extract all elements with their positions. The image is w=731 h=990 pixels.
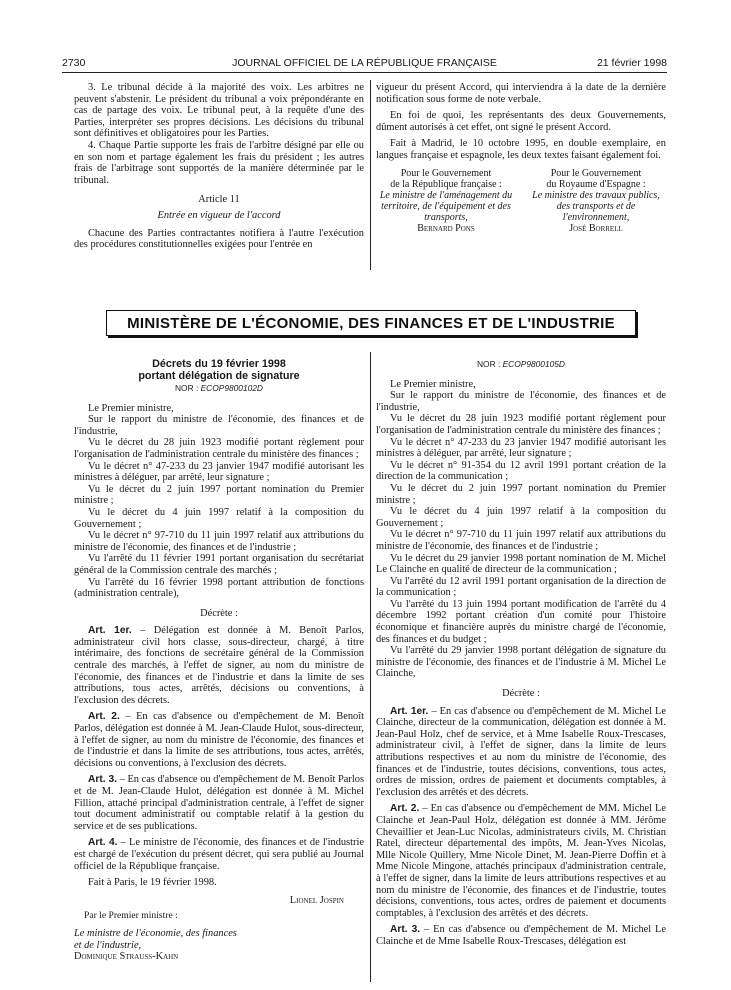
- signature-spain: [526, 168, 666, 234]
- nor-label: NOR :: [477, 359, 501, 369]
- article-label: Art. 4.: [88, 837, 118, 849]
- article-text: – En cas d'absence ou d'empêchement de M. Benoît Parlos, délégation est donnée à M. Jean-Claude Hulot, sous-directeur, à l'effet de signer, au nom du ministre de l'économie, des finances et de l'industrie et dans la limite de ses attributions, tous actes, arrêtés, décisions ou conventions, à l'exclusion des décrets.: [74, 711, 364, 769]
- visa: Vu l'arrêté du 29 janvier 1998 portant délégation de signature du ministre de l'économie, des finances et de l'industrie à M. Michel Le Clainche,: [376, 645, 666, 680]
- visa: Vu le décret n° 91-354 du 12 avril 1991 portant création de la direction de la communication ;: [376, 459, 666, 483]
- article-text: – En cas d'absence ou d'empêchement de M. Benoît Parlos et de M. Jean-Claude Hulot, délégation est donnée à M. Michel Fillion, attaché principal d'administration centrale, à l'effet de signer tout document administratif ou comptable relatif à la gestion du service et de ses publications.: [74, 774, 364, 832]
- ministry-banner: [106, 310, 636, 336]
- nor-reference: [376, 359, 666, 371]
- article-label: Art. 2.: [88, 711, 120, 723]
- visa: Vu le décret du 28 juin 1923 modifié portant règlement pour l'organisation de l'administration centrale du ministère des finances ;: [74, 437, 364, 460]
- paragraph: vigueur du présent Accord, qui interviendra à la date de la dernière notification sous forme de note verbale.: [376, 82, 666, 105]
- visa: Sur le rapport du ministre de l'économie, des finances et de l'industrie,: [74, 414, 364, 437]
- decrete-label: Décrète :: [200, 607, 238, 619]
- page-header: [62, 57, 667, 71]
- article: [376, 924, 666, 947]
- visa: Vu le décret du 2 juin 1997 portant nomination du Premier ministre ;: [74, 483, 364, 507]
- article: [74, 774, 364, 832]
- article-text: – Le ministre de l'économie, des finances et de l'industrie est chargé de l'exécution du présent décret, qui sera publié au Journal officiel de la République française.: [74, 837, 364, 872]
- paragraph: Fait à Madrid, le 10 octobre 1995, en double exemplaire, en langues française et espagnole, les deux textes faisant également foi.: [376, 138, 666, 161]
- visa: Vu l'arrêté du 16 février 1998 portant attribution de fonctions (administration centrale),: [74, 576, 364, 600]
- decree-title-line: Décrets du 19 février 1998: [152, 358, 286, 370]
- article-text: – En cas d'absence ou d'empêchement de M. Michel Le Clainche, directeur de la communication, délégation est donnée à M. Jean-Paul Holz, chef de service, et à Mme Isabelle Roux-Trescases, administrateur civil, à l'effet de signer, dans la limite de leurs attributions respectives et au nom du ministre de l'économie, des finances et de l'industrie, toutes décisions, conventions, tous actes, ordres de mission, ordres de paiement et documents comptables, à l'exclusion des arrêtés et des décrets.: [376, 705, 666, 798]
- article-heading: Article 11: [198, 194, 240, 206]
- sig-line: Pour le Gouvernement: [550, 167, 642, 179]
- sig-role: Le ministre de l'aménagement du territoire, de l'équipement et des transports,: [379, 189, 513, 223]
- visa: Vu le décret du 28 juin 1923 modifié portant règlement pour l'organisation de l'administration centrale du ministère des finances ;: [376, 413, 666, 436]
- page-number: 2730: [62, 57, 86, 69]
- visa: Vu l'arrêté du 13 juin 1994 portant modification de l'arrêté du 4 décembre 1992 portant création d'un comité pour l'histoire économique et financière auprès du ministre chargé de l'économie, des finances et du budget ;: [376, 598, 666, 645]
- sig-role: Le ministre des travaux publics, des transports et de l'environnement,: [532, 189, 660, 223]
- article: [376, 803, 666, 919]
- paragraph: 3. Le tribunal décide à la majorité des voix. Les arbitres ne peuvent s'abstenir. Le président du tribunal a voix prépondérante en cas de partage des voix. Le tribunal peut, à la requête d'une des Parties, interpréter ses propres décisions. Les décisions du tribunal sont définitives et obligatoires pour les Parties.: [74, 82, 364, 140]
- visa: Vu le décret du 2 juin 1997 portant nomination du Premier ministre ;: [376, 482, 666, 506]
- article: [74, 837, 364, 872]
- article-label: Art. 3.: [390, 924, 421, 936]
- nor-label: NOR :: [175, 383, 199, 393]
- article-text: – En cas d'absence ou d'empêchement de MM. Michel Le Clainche et Jean-Paul Holz, délégation est donnée à MM. Jérôme Chevaillier et Jean-Luc Nicolas, administrateurs civils, M. Christian Ratel, directeur départemental des impôts, M. Jean-Yves Nicolas, Mlle Nicole Quillery, Mme Nicole Dinet, M. Jean-Pierre Doffin et à Mme Nicole Mingone, attachés principaux d'administration centrale, à l'effet de signer, dans la limite de leurs attributions respectives et au nom du ministre de l'économie, des finances et de l'industrie, toutes décisions, conventions, tous actes, ordres de paiement et documents comptables, à l'exclusion des arrêtés et des décrets.: [376, 803, 666, 919]
- article-text: – Délégation est donnée à M. Benoît Parlos, administrateur civil hors classe, sous-directeur, chargé, à titre intérimaire, des fonctions de secrétaire général de la Commission centrale des marchés, à l'effet de signer, au nom du ministre de l'économie, des finances et de l'industrie et dans la limite de ses attributions, tous actes, arrêtés, décisions ou conventions, à l'exclusion des décrets.: [74, 625, 364, 706]
- journal-title: JOURNAL OFFICIEL DE LA RÉPUBLIQUE FRANÇAISE: [232, 57, 497, 69]
- sig-line: Pour le Gouvernement: [400, 167, 492, 179]
- article: [74, 625, 364, 706]
- visas: [74, 403, 364, 600]
- done-at: Fait à Paris, le 19 février 1998.: [88, 877, 217, 889]
- paragraph: En foi de quoi, les représentants des deux Gouvernements, dûment autorisés à cet effet, ont signé le présent Accord.: [376, 110, 666, 133]
- nor-reference: [74, 383, 364, 395]
- minister-name: Dominique Strauss-Kahn: [74, 951, 179, 963]
- visa: Vu l'arrêté du 12 avril 1991 portant organisation de la direction de la communication ;: [376, 575, 666, 599]
- visa: Vu l'arrêté du 11 février 1991 portant organisation du secrétariat général de la Commission centrale des marchés ;: [74, 553, 364, 576]
- pm-signer: Lionel Jospin: [289, 894, 344, 906]
- nor-code: ECOP9800102D: [200, 383, 263, 393]
- decree-left-column: [74, 358, 364, 963]
- sig-line: du Royaume d'Espagne :: [546, 178, 646, 190]
- visa: Vu le décret du 4 juin 1997 relatif à la composition du Gouvernement ;: [376, 506, 666, 529]
- article: [74, 711, 364, 769]
- header-divider: [62, 72, 667, 73]
- column-divider-bottom: [370, 352, 371, 982]
- article-label: Art. 1er.: [88, 625, 132, 637]
- decree-title-line: portant délégation de signature: [138, 370, 300, 382]
- paragraph: Chacune des Parties contractantes notifiera à l'autre l'exécution des procédures constitutionnelles exigées pour l'entrée en: [74, 227, 364, 251]
- visa: Vu le décret du 29 janvier 1998 portant nomination de M. Michel Le Clainche en qualité de directeur de la communication ;: [376, 552, 666, 576]
- signature-france: [376, 168, 516, 234]
- by-pm: Par le Premier ministre :: [84, 910, 178, 922]
- article-label: Art. 3.: [88, 774, 117, 786]
- sig-name: José Borrell: [569, 222, 623, 234]
- visa: Vu le décret n° 97-710 du 11 juin 1997 relatif aux attributions du ministre de l'économie, des finances et de l'industrie ;: [74, 530, 364, 553]
- article-label: Art. 2.: [390, 803, 420, 815]
- visas: [376, 379, 666, 680]
- visa: Vu le décret n° 47-233 du 23 janvier 1947 modifié autorisant les ministres à déléguer, par arrêté, leur signature ;: [376, 436, 666, 460]
- visa: Vu le décret n° 47-233 du 23 janvier 1947 modifié autorisant les ministres à déléguer, par arrêté, leur signature ;: [74, 460, 364, 484]
- decree-title: [74, 358, 364, 382]
- minister-role: Le ministre de l'économie, des finances et de l'industrie,: [74, 927, 237, 951]
- decree-right-column: [376, 358, 666, 948]
- article: [376, 706, 666, 799]
- article-subheading: Entrée en vigueur de l'accord: [157, 209, 281, 221]
- visa: Vu le décret n° 97-710 du 11 juin 1997 relatif aux attributions du ministre de l'économie, des finances et de l'industrie ;: [376, 529, 666, 552]
- ministry-title: MINISTÈRE DE L'ÉCONOMIE, DES FINANCES ET DE L'INDUSTRIE: [127, 314, 615, 332]
- decrete-label: Décrète :: [502, 688, 540, 700]
- sig-line: de la République française :: [390, 178, 502, 190]
- nor-code: ECOP9800105D: [502, 359, 565, 369]
- column-divider-top: [370, 80, 371, 270]
- top-left-column: [74, 82, 364, 251]
- article-text: – En cas d'absence ou d'empêchement de M. Michel Le Clainche et de Mme Isabelle Roux-Trescases, délégation est: [376, 924, 666, 947]
- article-label: Art. 1er.: [390, 705, 429, 717]
- visa: Vu le décret du 4 juin 1997 relatif à la composition du Gouvernement ;: [74, 506, 364, 530]
- top-right-column: [376, 82, 666, 234]
- visa: Le Premier ministre,: [88, 402, 174, 414]
- signature-block: [376, 168, 666, 234]
- visa: Le Premier ministre,: [390, 378, 476, 390]
- visa: Sur le rapport du ministre de l'économie, des finances et de l'industrie,: [376, 390, 666, 413]
- issue-date: 21 février 1998: [596, 57, 667, 69]
- sig-name: Bernard Pons: [417, 222, 475, 234]
- paragraph: 4. Chaque Partie supporte les frais de l'arbitre désigné par elle ou en son nom et partage également les frais du président ; les autres frais de l'arbitrage sont supportés de la manière déterminée par le tribunal.: [74, 139, 364, 186]
